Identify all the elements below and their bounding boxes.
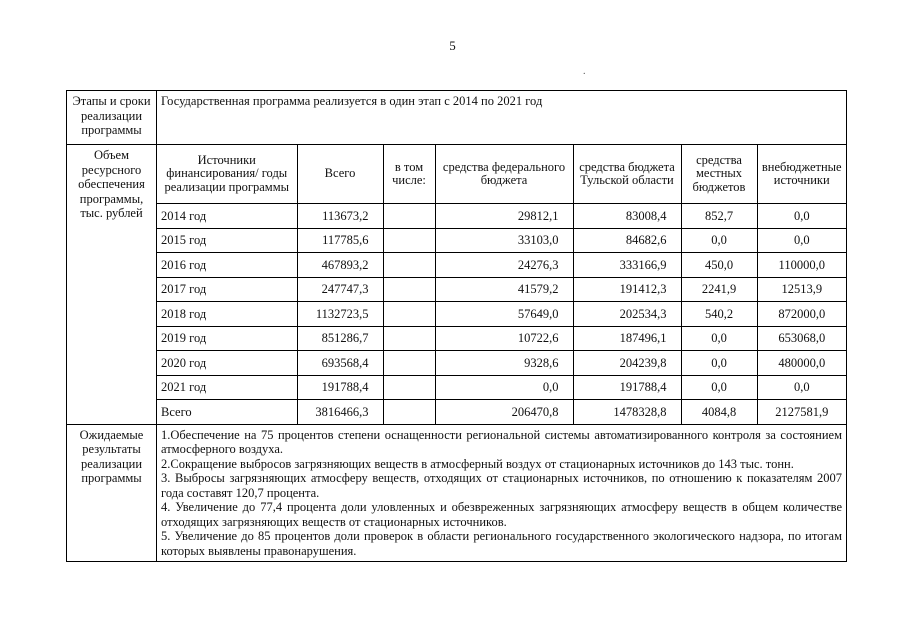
result-item: 1.Обеспечение на 75 процентов степени оснащенности региональной системы автоматизированного контроля за состоянием атмосферного воздуха.	[161, 427, 842, 456]
cell-total: 467893,2	[297, 253, 383, 278]
cell-federal: 57649,0	[435, 302, 573, 327]
funding-table	[157, 145, 846, 424]
cell-regional: 84682,6	[573, 228, 681, 253]
cell-local: 0,0	[681, 375, 757, 400]
cell-total: 113673,2	[297, 204, 383, 229]
cell-federal: 29812,1	[435, 204, 573, 229]
funding-row	[157, 253, 846, 278]
cell-extrabudgetary: 480000,0	[757, 351, 846, 376]
funding-table-body	[157, 145, 846, 424]
cell-total: 247747,3	[297, 277, 383, 302]
stages-label: Этапы и сроки реализации программы	[67, 91, 157, 145]
header-extrabudgetary: внебюджетные источники	[757, 145, 846, 204]
cell-federal: 206470,8	[435, 400, 573, 424]
cell-including	[383, 302, 435, 327]
cell-extrabudgetary: 0,0	[757, 228, 846, 253]
cell-local: 540,2	[681, 302, 757, 327]
cell-regional: 191788,4	[573, 375, 681, 400]
header-local: средства местных бюджетов	[681, 145, 757, 204]
cell-year: 2015 год	[157, 228, 297, 253]
funding-row	[157, 351, 846, 376]
result-item: 3. Выбросы загрязняющих атмосферу веществ, отходящих от стационарных источников, по отношению к показателям 2007 года составят 120,7 процента.	[161, 471, 842, 500]
cell-federal: 0,0	[435, 375, 573, 400]
cell-regional: 191412,3	[573, 277, 681, 302]
cell-local: 0,0	[681, 326, 757, 351]
cell-year: Всего	[157, 400, 297, 424]
cell-extrabudgetary: 110000,0	[757, 253, 846, 278]
result-item: 5. Увеличение до 85 процентов доли проверок в области регионального государственного экологического надзора, по итогам которых выявлены правонарушения.	[161, 529, 842, 558]
results-row	[67, 424, 847, 562]
cell-including	[383, 204, 435, 229]
funding-cell	[157, 145, 847, 425]
cell-including	[383, 400, 435, 424]
cell-regional: 83008,4	[573, 204, 681, 229]
header-federal: средства федерального бюджета	[435, 145, 573, 204]
cell-total: 851286,7	[297, 326, 383, 351]
page-number: 5	[449, 38, 456, 53]
cell-year: 2021 год	[157, 375, 297, 400]
funding-row	[157, 228, 846, 253]
cell-local: 0,0	[681, 228, 757, 253]
funding-row	[67, 145, 847, 425]
funding-total-row	[157, 400, 846, 424]
cell-extrabudgetary: 872000,0	[757, 302, 846, 327]
cell-total: 191788,4	[297, 375, 383, 400]
cell-year: 2019 год	[157, 326, 297, 351]
cell-federal: 33103,0	[435, 228, 573, 253]
cell-regional: 333166,9	[573, 253, 681, 278]
cell-including	[383, 253, 435, 278]
funding-row	[157, 302, 846, 327]
cell-including	[383, 375, 435, 400]
funding-label: Объем ресурсного обеспечения программы, тыс. рублей	[67, 145, 157, 425]
header-including: в том числе:	[383, 145, 435, 204]
stray-dot: .	[583, 66, 586, 77]
result-item: 2.Сокращение выбросов загрязняющих веществ в атмосферный воздух от стационарных источников до 143 тыс. тонн.	[161, 456, 794, 471]
cell-total: 3816466,3	[297, 400, 383, 424]
cell-year: 2014 год	[157, 204, 297, 229]
cell-local: 4084,8	[681, 400, 757, 424]
results-list	[157, 424, 847, 562]
header-sources: Источники финансирования/ годы реализации программы	[157, 145, 297, 204]
cell-year: 2017 год	[157, 277, 297, 302]
cell-extrabudgetary: 653068,0	[757, 326, 846, 351]
cell-total: 693568,4	[297, 351, 383, 376]
cell-extrabudgetary: 2127581,9	[757, 400, 846, 424]
header-total: Всего	[297, 145, 383, 204]
cell-regional: 187496,1	[573, 326, 681, 351]
cell-local: 2241,9	[681, 277, 757, 302]
cell-extrabudgetary: 0,0	[757, 375, 846, 400]
cell-total: 117785,6	[297, 228, 383, 253]
cell-extrabudgetary: 0,0	[757, 204, 846, 229]
funding-header-row	[157, 145, 846, 204]
cell-including	[383, 277, 435, 302]
stages-text: Государственная программа реализуется в один этап с 2014 по 2021 год	[157, 91, 847, 145]
cell-regional: 202534,3	[573, 302, 681, 327]
cell-including	[383, 351, 435, 376]
cell-extrabudgetary: 12513,9	[757, 277, 846, 302]
cell-local: 852,7	[681, 204, 757, 229]
cell-regional: 204239,8	[573, 351, 681, 376]
cell-local: 450,0	[681, 253, 757, 278]
cell-including	[383, 228, 435, 253]
cell-year: 2020 год	[157, 351, 297, 376]
cell-local: 0,0	[681, 351, 757, 376]
cell-federal: 41579,2	[435, 277, 573, 302]
funding-row	[157, 204, 846, 229]
cell-total: 1132723,5	[297, 302, 383, 327]
results-label: Ожидаемые результаты реализации программы	[67, 424, 157, 562]
cell-year: 2016 год	[157, 253, 297, 278]
stages-row	[67, 91, 847, 145]
cell-federal: 24276,3	[435, 253, 573, 278]
funding-row	[157, 375, 846, 400]
funding-row	[157, 277, 846, 302]
cell-regional: 1478328,8	[573, 400, 681, 424]
cell-year: 2018 год	[157, 302, 297, 327]
header-regional: средства бюджета Тульской области	[573, 145, 681, 204]
result-item: 4. Увеличение до 77,4 процента доли уловленных и обезвреженных загрязняющих атмосферу веществ в общем количестве отходящих загрязняющих веществ от стационарных источников.	[161, 500, 842, 529]
cell-federal: 10722,6	[435, 326, 573, 351]
cell-federal: 9328,6	[435, 351, 573, 376]
cell-including	[383, 326, 435, 351]
funding-row	[157, 326, 846, 351]
passport-table	[66, 90, 847, 562]
